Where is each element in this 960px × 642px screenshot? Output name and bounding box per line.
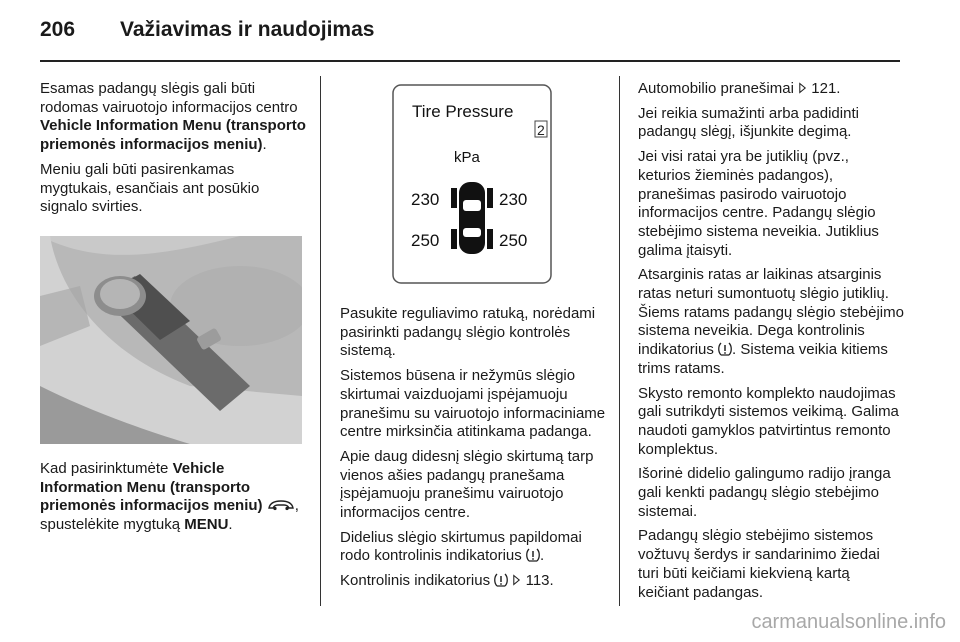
paragraph: Apie daug didesnį slėgio skirtumą tarp vienos ašies padangų pranešama įspėjamuoju pranešimu vairuotojo informacijos centre.: [340, 447, 594, 522]
tire-pressure-warning-icon: [526, 548, 540, 562]
column-2: [340, 305, 610, 597]
watermark: carmanualsonline.info: [751, 611, 946, 633]
header-rule: [40, 60, 900, 62]
column-divider-2: [619, 76, 620, 606]
rear-left-pressure: 250: [411, 231, 440, 250]
front-left-pressure: 230: [411, 190, 440, 209]
tire-pressure-display: [392, 84, 552, 284]
column-1: [40, 80, 310, 223]
paragraph: Išorinė didelio galingumo radijo įranga gali kenkti padangų slėgio stebėjimo sistemai.: [638, 465, 891, 520]
page-reference: 121.: [811, 80, 841, 97]
paragraph: Meniu gali būti pasirenkamas mygtukais, esančiais ant posūkio signalo svirties.: [40, 160, 260, 216]
paragraph: Padangų slėgio stebėjimo sistemos vožtuvų šerdys ir sandarinimo žiedai turi būti keičiami kiekvieną kartą keičiant padangas.: [638, 527, 880, 601]
paragraph: Automobilio pranešimai 121.: [638, 80, 841, 97]
column-3: [638, 80, 904, 608]
menu-button-label: MENU: [184, 516, 229, 534]
menu-name: Vehicle Information Menu (transporto priemonės informacijos meniu): [40, 460, 263, 515]
paragraph: Esamas padangų slėgis gali būti rodomas vairuotojo informacijos centro Vehicle Information Menu (transporto priemonės informacijos meniu).: [40, 80, 306, 154]
paragraph: Skysto remonto komplekto naudojimas gali sutrikdyti sistemos veikimą. Galima naudoti gamyklos patvirtintus remonto komplektus.: [638, 384, 899, 458]
page-reference-arrow-icon: [512, 573, 521, 587]
front-right-pressure: 230: [499, 190, 528, 209]
rear-right-pressure: 250: [499, 231, 528, 250]
paragraph: Didelius slėgio skirtumus papildomai rodo kontrolinis indikatorius .: [340, 528, 582, 565]
paragraph: Kad pasirinktumėte Vehicle Information Menu (transporto priemonės informacijos meniu) , spustelėkite mygtuką MENU.: [40, 460, 299, 534]
turn-signal-lever-photo: [40, 236, 302, 444]
page-indicator: 2: [537, 122, 545, 138]
paragraph: Sistemos būsena ir nežymūs slėgio skirtumai vaizduojami įspėjamuoju pranešimu su vairuotojo informaciniame centre mirksinčia atitinkama padanga.: [340, 367, 606, 441]
paragraph: Pasukite reguliavimo ratuką, norėdami pasirinkti padangų slėgio kontrolės sistemą.: [340, 305, 596, 360]
paragraph: Atsarginis ratas ar laikinas atsarginis ratas neturi sumontuotų slėgio jutiklių. Šiems ratams padangų slėgio stebėjimo sistema neveikia. Dega kontrolinis indikatorius . Sistema veikia kitiems trims ratams.: [638, 266, 904, 377]
chapter-title: Važiavimas ir naudojimas: [120, 18, 375, 41]
paragraph: Kontrolinis indikatorius 113.: [340, 572, 554, 590]
paragraph: Jei visi ratai yra be jutiklių (pvz., keturios žieminės padangos), pranešimas pasirodo vairuotojo informacijos centre. Padangų slėgio stebėjimo sistema neveikia. Jutiklius galima įtaisyti.: [638, 148, 879, 259]
tire-pressure-warning-icon: [718, 342, 732, 356]
page-number: 206: [40, 18, 76, 41]
pressure-unit: kPa: [454, 149, 480, 166]
column-1-lower: [40, 460, 310, 541]
page-header: [40, 18, 374, 42]
page-reference-arrow-icon: [798, 81, 807, 95]
page-reference: 113.: [525, 572, 554, 590]
menu-name: Vehicle Information Menu (transporto priemonės informacijos meniu): [40, 117, 306, 154]
column-divider-1: [320, 76, 321, 606]
display-title: Tire Pressure: [412, 102, 514, 121]
paragraph: Jei reikia sumažinti arba padidinti padangų slėgį, išjunkite degimą.: [638, 104, 859, 141]
tire-pressure-warning-icon: [494, 573, 508, 587]
car-icon: [267, 499, 295, 511]
